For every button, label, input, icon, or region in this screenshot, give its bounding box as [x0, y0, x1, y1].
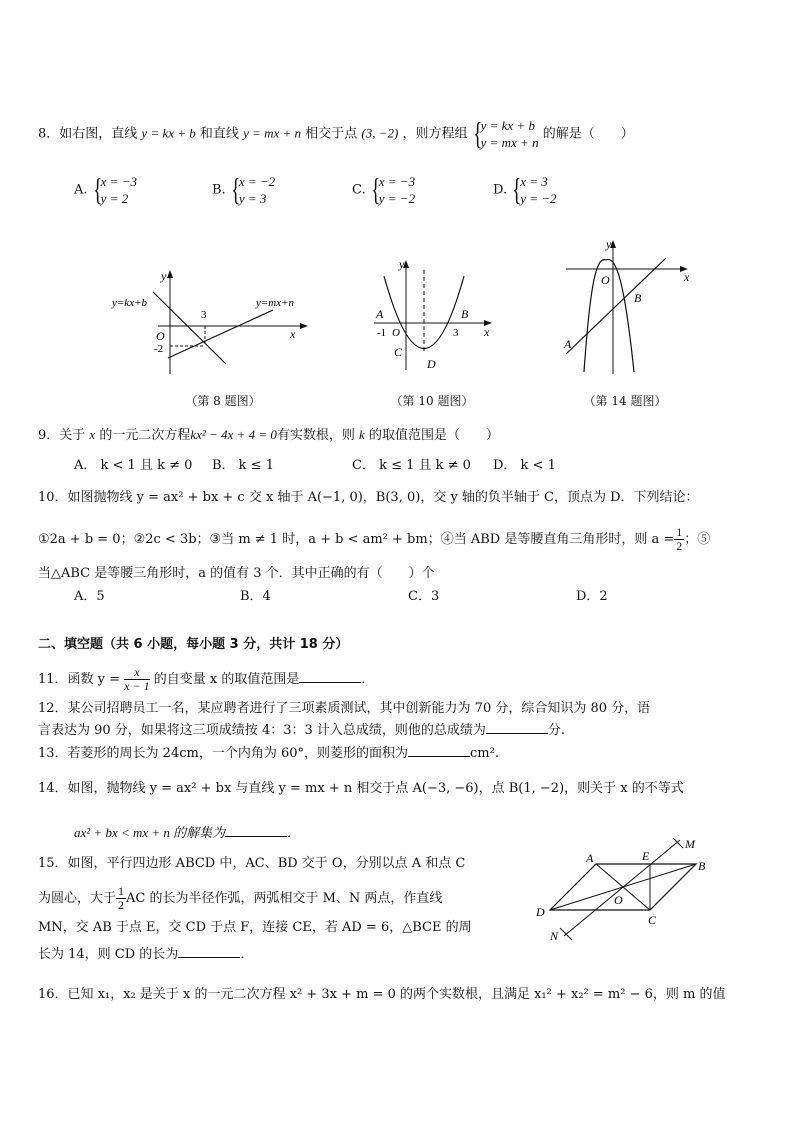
fig10-origin: O — [392, 327, 400, 339]
fig15-arc-mark-n — [560, 928, 572, 940]
fig8-y-label: y — [161, 269, 167, 283]
fig10-point-a: A — [376, 307, 384, 321]
q10-fraction: $\frac{1}{2}$ — [676, 525, 683, 553]
fig8-x-label: x — [290, 327, 296, 341]
figure-15 — [532, 832, 718, 944]
fig14-y-label: y — [606, 237, 612, 251]
q11-answer-blank — [299, 670, 361, 683]
q14-answer-blank — [225, 824, 287, 837]
q9-option-c: C． k ≤ 1 且 k ≠ 0 — [352, 458, 471, 473]
q12-line1: 12．某公司招聘员工一名，某应聘者进行了三项素质测试，其中创新能力为 70 分，综合知识为 80 分，语 — [38, 701, 651, 716]
fig15-label-c: C — [648, 913, 657, 927]
fig15-label-d: D — [536, 905, 545, 919]
fig8-tick-neg2: -2 — [154, 343, 164, 355]
q12-line2: 言表达为 90 分，如果将这三项成绩按 4：3：3 计入总成绩，则他的总成绩为 分. — [38, 723, 566, 738]
figure-14 — [556, 236, 698, 376]
fig10-caption: （第 10 题图） — [390, 394, 474, 408]
q15-fraction: $\frac{1}{2}$ — [118, 884, 125, 912]
fig8-tick-3: 3 — [201, 309, 207, 321]
fig10-point-c: C — [394, 345, 403, 359]
q10-option-c: C．3 — [408, 589, 440, 604]
q14-line2: ax² + bx < mx + n 的解集为 ． — [74, 825, 301, 841]
q15-line3: MN，交 AB 于点 E，交 CD 于点 F，连接 CE，若 AD = 6，△BCE 的周 — [38, 920, 472, 935]
fig8-line1-label: y=kx+b — [112, 297, 147, 309]
fig14-caption: （第 14 题图） — [583, 394, 667, 408]
fig10-label-neg1: -1 — [377, 327, 387, 339]
fig14-point-a: A — [564, 337, 572, 351]
q12-answer-blank — [486, 721, 548, 734]
q9-stem: 9．关于 x 的一元二次方程kx² − 4x + 4 = 0有实数根，则 k 的取值范围是（ ） — [38, 427, 499, 443]
fig8-caption: （第 8 题图） — [185, 394, 261, 408]
q14-line1: 14．如图，抛物线 y = ax² + bx 与直线 y = mx + n 相交于点 A(−3, −6)，点 B(1, −2)，则关于 x 的不等式 — [38, 781, 684, 796]
q10-line1: 10．如图抛物线 y = ax² + bx + c 交 x 轴于 A(−1, 0)，B(3, 0)，交 y 轴的负半轴于 C，顶点为 D．下列结论： — [38, 490, 699, 505]
q9-option-a: A． k < 1 且 k ≠ 0 — [74, 458, 193, 473]
fig15-label-n: N — [550, 929, 559, 943]
fig14-point-b: B — [634, 291, 642, 305]
fig10-label-3: 3 — [453, 327, 459, 339]
fig14-x-label: x — [684, 270, 690, 284]
q15-line2: 为圆心，大于 $\frac{1}{2}$ AC 的长为半径作弧，两弧相交于 M、N 两点，作直线 — [38, 884, 443, 912]
q16-line1: 16．已知 x₁，x₂ 是关于 x 的一元二次方程 x² + 3x + m = 0 的两个实数根，且满足 x₁² + x₂² = m² − 6，则 m 的值 — [38, 987, 726, 1002]
q10-option-d: D．2 — [576, 589, 608, 604]
q8-equation-system: { y = kx + b y = mx + n — [472, 117, 539, 151]
fig15-label-a: A — [586, 851, 594, 865]
q15-answer-blank — [178, 945, 240, 958]
fig15-label-m: M — [685, 837, 695, 851]
fig14-line — [566, 258, 666, 354]
fig15-label-e: E — [642, 849, 650, 863]
q13-line: 13．若菱形的周长为 24cm，一个内角为 60°，则菱形的面积为 cm². — [38, 746, 499, 761]
fig15-label-o: O — [614, 893, 623, 907]
q8-option-d: D. { x = 3 y = −2 — [493, 173, 557, 207]
q9-option-b: B． k ≤ 1 — [212, 458, 274, 473]
q15-line1: 15．如图，平行四边形 ABCD 中，AC、BD 交于 O，分别以点 A 和点 C — [38, 856, 466, 871]
q8-option-b: B. { x = −2 y = 3 — [212, 173, 275, 207]
fig14-origin: O — [601, 273, 610, 287]
q8-stem: 8．如右图，直线 y = kx + b 和直线 y = mx + n 相交于点 (3, −2) ，则方程组 { y = kx + b y = mx + n 的解是（ ） — [38, 117, 634, 151]
figure-10 — [368, 256, 498, 374]
q15-line4: 长为 14，则 CD 的长为 ． — [38, 947, 254, 962]
fig8-line-mx-n — [168, 310, 273, 358]
fig8-line-kx-b — [153, 292, 226, 364]
q10-option-b: B．4 — [240, 589, 271, 604]
figure-8 — [108, 268, 313, 378]
q9-option-d: D． k < 1 — [493, 458, 556, 473]
fig15-label-b: B — [698, 859, 706, 873]
fig8-origin-label: O — [156, 329, 165, 343]
fig10-point-d: D — [427, 357, 436, 371]
q10-option-a: A．5 — [74, 589, 105, 604]
fig15-line-mn — [564, 840, 680, 936]
q8-option-a: A. { x = −3 y = 2 — [74, 173, 137, 207]
q10-line3: 当△ABC 是等腰三角形时，a 的值有 3 个．其中正确的有（ ）个 — [38, 566, 435, 581]
fig8-line2-label: y=mx+n — [256, 297, 295, 309]
q10-line2: ①2a + b = 0；②2c < 3b；③当 m ≠ 1 时，a + b < am² + bm；④当 ABD 是等腰直角三角形时，则 a = $\frac{1}{2}$ ；⑤ — [38, 525, 711, 553]
fig10-point-b: B — [461, 307, 469, 321]
q8-option-c: C. { x = −3 y = −2 — [352, 173, 415, 207]
q11-fraction: $\frac{x}{x - 1}$ — [124, 665, 150, 693]
fig10-x-label: x — [484, 325, 490, 339]
q11-line: 11．函数 y = $\frac{x}{x - 1}$ 的自变量 x 的取值范围是 ． — [38, 665, 375, 693]
fig10-y-label: y — [399, 257, 405, 271]
fig15-arc-mark-m — [673, 838, 683, 848]
section2-title: 二、填空题（共 6 小题，每小题 3 分，共计 18 分） — [38, 637, 349, 652]
q13-answer-blank — [408, 744, 470, 757]
